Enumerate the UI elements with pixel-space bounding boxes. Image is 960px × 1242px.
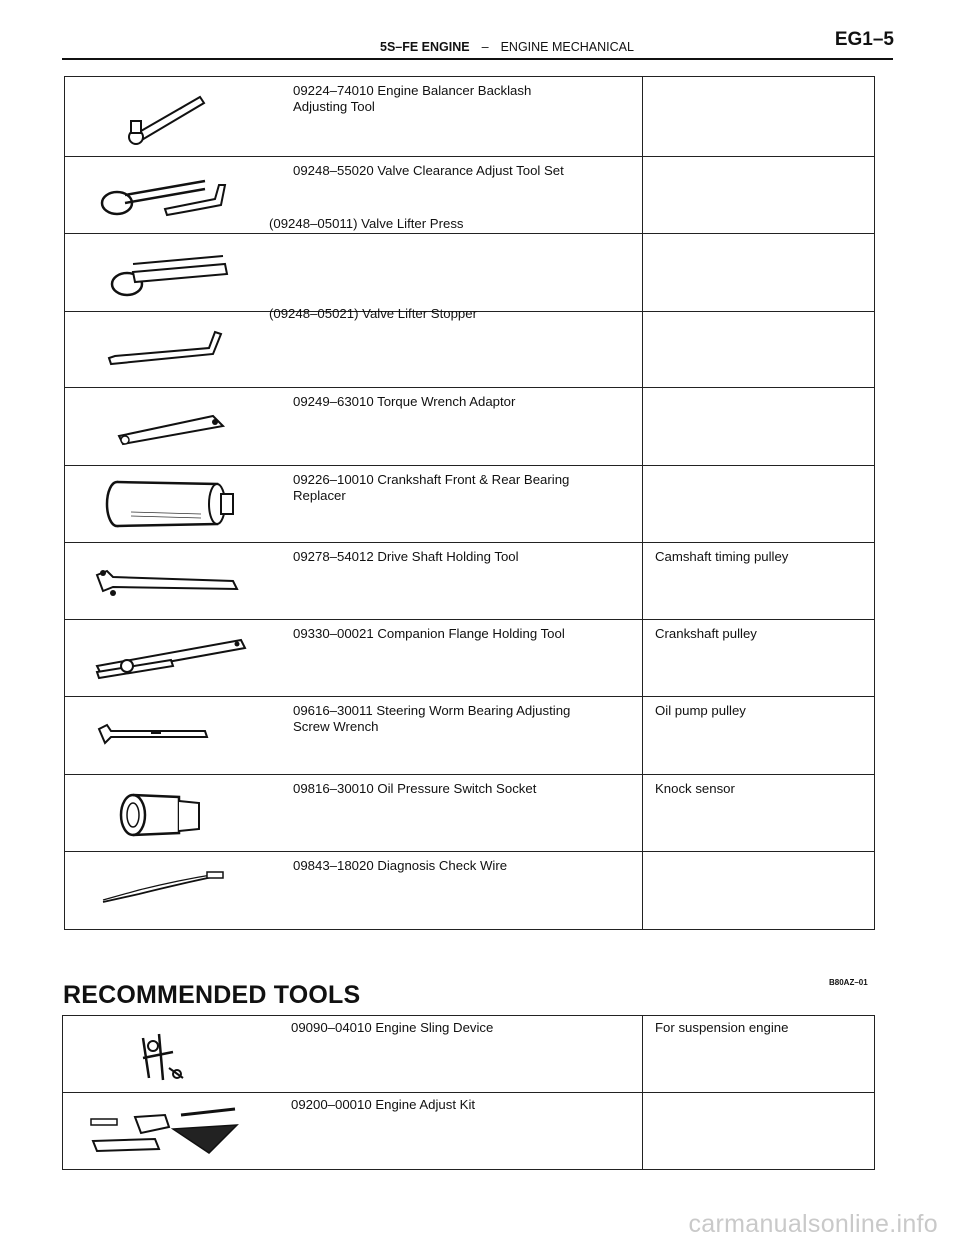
remarks-cell <box>643 77 875 157</box>
table-row <box>63 1093 875 1170</box>
running-header <box>380 40 634 54</box>
tool-name: 09248–55020 Valve Clearance Adjust Tool Set <box>293 163 564 178</box>
bearing-replacer-icon <box>101 476 241 532</box>
table-row <box>63 1016 875 1093</box>
tool-cell <box>65 77 643 157</box>
remarks-text: Knock sensor <box>655 781 735 796</box>
header-section: 5S–FE ENGINE <box>380 40 470 54</box>
diagnosis-check-wire-icon <box>99 868 229 908</box>
tool-cell <box>65 234 643 321</box>
remarks-cell <box>643 620 875 697</box>
engine-adjust-kit-icon <box>85 1103 245 1161</box>
table-row <box>65 775 875 852</box>
remarks-cell <box>643 157 875 234</box>
table-row <box>65 234 875 312</box>
tool-cell <box>65 312 643 388</box>
valve-clearance-tool-set-icon <box>103 328 233 370</box>
tool-cell <box>65 543 643 620</box>
table-row <box>65 388 875 466</box>
section-title: RECOMMENDED TOOLS <box>63 981 361 1009</box>
remarks-cell <box>643 697 875 775</box>
remarks-cell <box>643 1093 875 1170</box>
balancer-backlash-tool-icon <box>120 91 210 147</box>
remarks-cell <box>643 543 875 620</box>
tool-cell <box>65 466 643 543</box>
torque-wrench-adaptor-icon <box>113 408 233 448</box>
tool-name: 09816–30010 Oil Pressure Switch Socket <box>293 781 537 796</box>
tool-cell <box>65 852 643 930</box>
tool-cell <box>65 388 643 466</box>
remarks-cell <box>643 852 875 930</box>
table-row <box>65 466 875 543</box>
remarks-cell <box>643 388 875 466</box>
tool-name: 09278–54012 Drive Shaft Holding Tool <box>293 549 519 564</box>
oil-pressure-socket-icon <box>117 791 207 839</box>
tool-name: 09090–04010 Engine Sling Device <box>291 1020 494 1035</box>
table-row <box>65 620 875 697</box>
remarks-text: For suspension engine <box>655 1020 789 1035</box>
remarks-cell <box>643 1016 875 1093</box>
tool-name: 09224–74010 Engine Balancer Backlash Adjusting Tool <box>293 83 532 114</box>
remarks-cell <box>643 466 875 543</box>
remarks-cell <box>643 775 875 852</box>
screw-wrench-icon <box>95 719 215 747</box>
tool-name: 09226–10010 Crankshaft Front & Rear Bearing Replacer <box>293 472 570 503</box>
remarks-text: Camshaft timing pulley <box>655 549 789 564</box>
header-chapter: ENGINE MECHANICAL <box>500 40 634 54</box>
tool-cell <box>65 157 643 234</box>
remarks-cell <box>643 234 875 312</box>
remarks-text: Crankshaft pulley <box>655 626 757 641</box>
table-row <box>65 77 875 157</box>
tool-name: 09616–30011 Steering Worm Bearing Adjusting Screw Wrench <box>293 703 571 734</box>
header-rule <box>62 58 893 60</box>
remarks-cell <box>643 312 875 388</box>
watermark: carmanualsonline.info <box>688 1210 938 1238</box>
header-separator: – <box>481 40 489 54</box>
tool-cell <box>63 1093 643 1170</box>
tool-name: 09249–63010 Torque Wrench Adaptor <box>293 394 516 409</box>
valve-lifter-press-icon <box>95 171 235 221</box>
tool-name: 09843–18020 Diagnosis Check Wire <box>293 858 508 873</box>
subpart-label: (09248–05011) Valve Lifter Press <box>269 216 464 231</box>
tool-cell <box>65 620 643 697</box>
table-row <box>65 312 875 388</box>
table-row <box>65 157 875 234</box>
subpart-label: (09248–05021) Valve Lifter Stopper <box>269 306 477 321</box>
tool-name: 09330–00021 Companion Flange Holding Tool <box>293 626 565 641</box>
table-row <box>65 852 875 930</box>
tool-cell <box>65 697 643 775</box>
valve-lifter-stopper-icon <box>105 242 235 302</box>
remarks-text: Oil pump pulley <box>655 703 746 718</box>
figure-code: B80AZ–01 <box>829 978 868 987</box>
tool-name: 09200–00010 Engine Adjust Kit <box>291 1097 476 1112</box>
tool-cell <box>65 775 643 852</box>
tool-cell <box>63 1016 643 1093</box>
table-row <box>65 697 875 775</box>
companion-flange-holding-tool-icon <box>91 632 251 684</box>
drive-shaft-holding-tool-icon <box>93 563 243 599</box>
engine-sling-device-icon <box>133 1028 193 1086</box>
table-row <box>65 543 875 620</box>
page-number: EG1–5 <box>834 29 894 50</box>
special-service-tools-table <box>64 76 875 930</box>
recommended-tools-table <box>62 1015 875 1170</box>
